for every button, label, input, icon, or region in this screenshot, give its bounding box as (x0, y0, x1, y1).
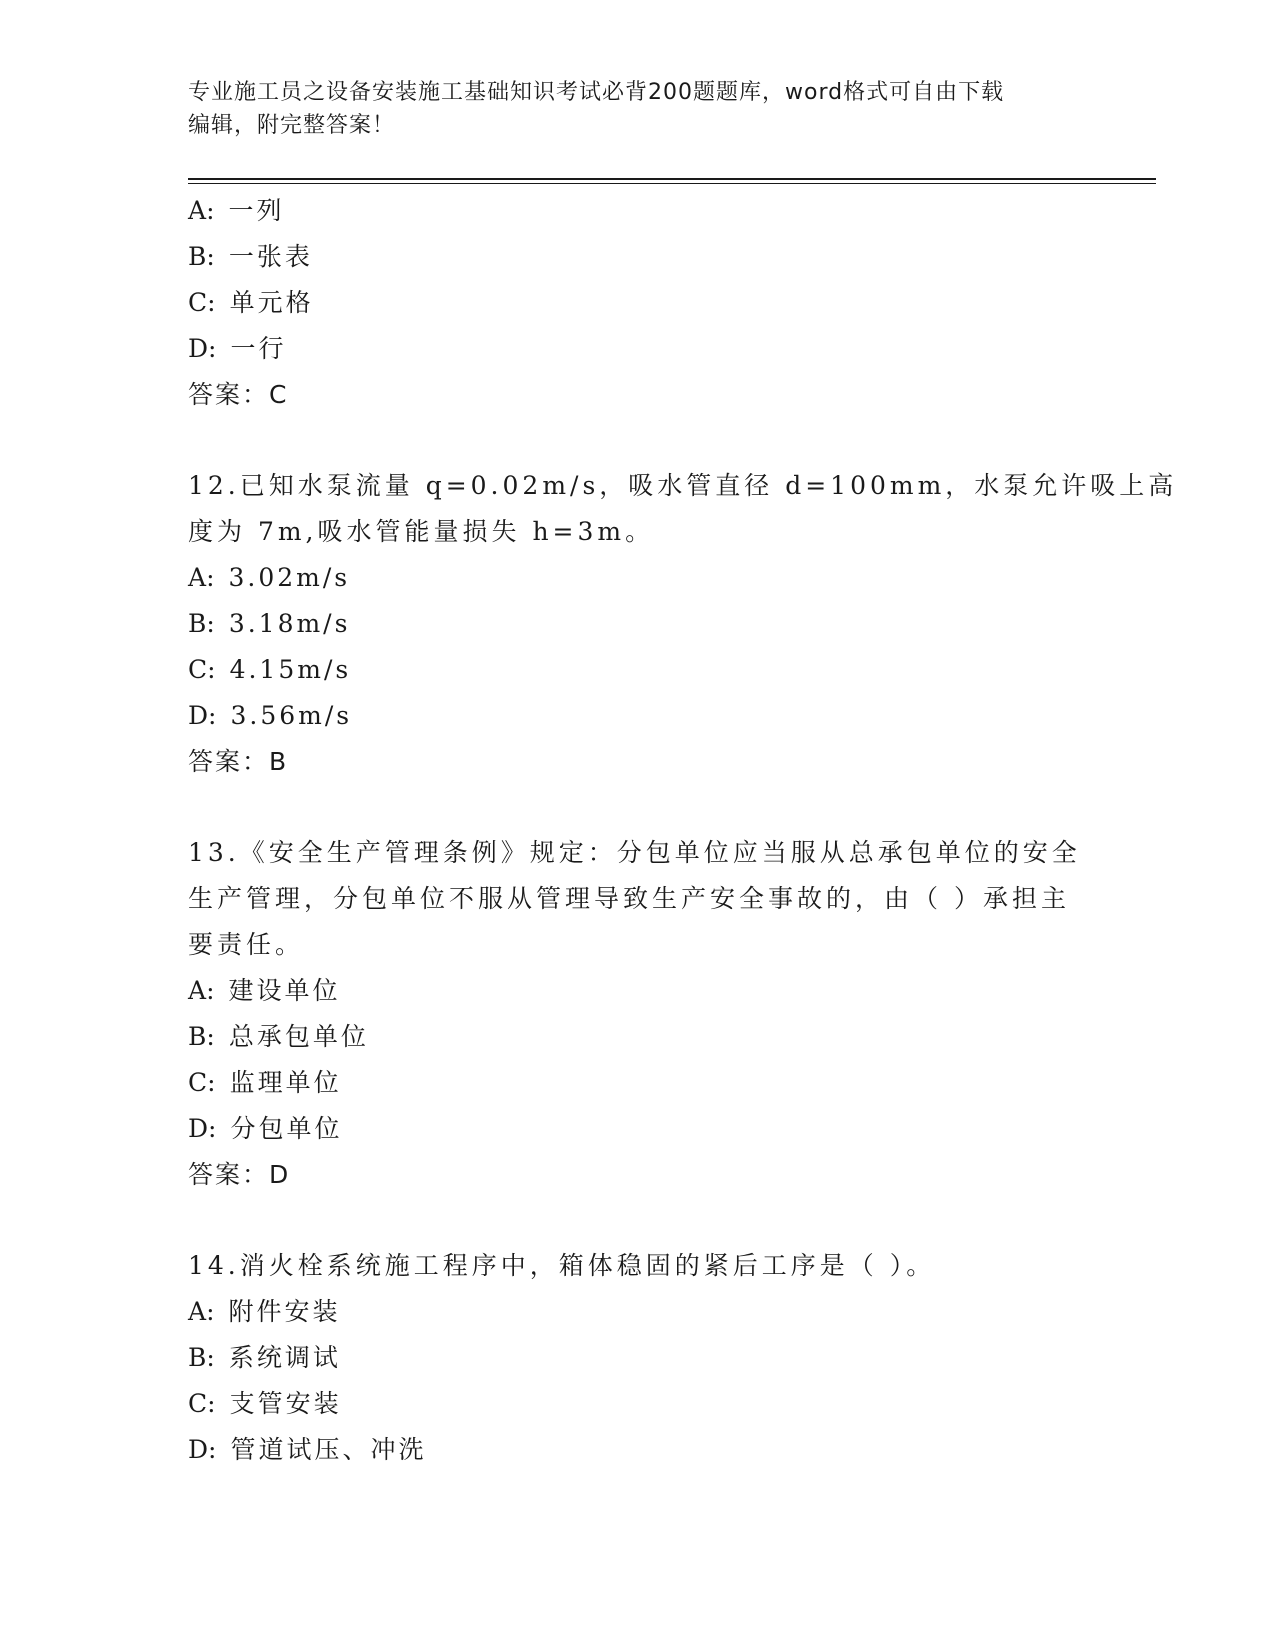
question-12 (188, 463, 1178, 785)
document-header (188, 76, 1068, 142)
option-b: B: 系统调试 (188, 1343, 341, 1372)
question-stem-line: 生产管理，分包单位不服从管理导致生产安全事故的，由（ ）承担主 (188, 884, 1070, 913)
header-rule-thin (188, 183, 1156, 184)
header-line-2: 编辑，附完整答案！ (188, 113, 396, 138)
answer-line: 答案：D (188, 1160, 291, 1189)
option-b: B: 总承包单位 (188, 1022, 369, 1051)
option-c: C: 单元格 (188, 288, 314, 317)
option-a: A: 附件安装 (188, 1297, 341, 1326)
option-b: B: 3.18m/s (188, 609, 351, 638)
question-stem-line: 要责任。 (188, 930, 305, 959)
option-a: A: 建设单位 (188, 976, 341, 1005)
question-stem-line: 度为 7m,吸水管能量损失 h=3m。 (188, 517, 655, 546)
option-d: D: 3.56m/s (188, 701, 353, 730)
header-rule-thick (188, 178, 1156, 180)
answer-line: 答案：B (188, 747, 289, 776)
question-11 (188, 188, 1088, 418)
question-stem-line: 14.消火栓系统施工程序中，箱体稳固的紧后工序是（ ）。 (188, 1251, 936, 1280)
answer-line: 答案：C (188, 380, 289, 409)
option-a: A: 3.02m/s (188, 563, 351, 592)
option-a: A: 一列 (188, 196, 285, 225)
question-14 (188, 1243, 1088, 1473)
option-b: B: 一张表 (188, 242, 313, 271)
option-c: C: 监理单位 (188, 1068, 342, 1097)
header-line-1: 专业施工员之设备安装施工基础知识考试必背200题题库，word格式可自由下载 (188, 80, 1005, 105)
option-d: D: 一行 (188, 334, 287, 363)
question-list (188, 188, 1178, 1473)
question-stem-line: 12.已知水泵流量 q=0.02m/s，吸水管直径 d=100mm，水泵允许吸上高 (188, 471, 1178, 500)
option-d: D: 分包单位 (188, 1114, 343, 1143)
option-d: D: 管道试压、冲洗 (188, 1435, 427, 1464)
question-stem-line: 13.《安全生产管理条例》规定：分包单位应当服从总承包单位的安全 (188, 838, 1081, 867)
option-c: C: 支管安装 (188, 1389, 342, 1418)
question-13 (188, 830, 1088, 1198)
option-c: C: 4.15m/s (188, 655, 352, 684)
